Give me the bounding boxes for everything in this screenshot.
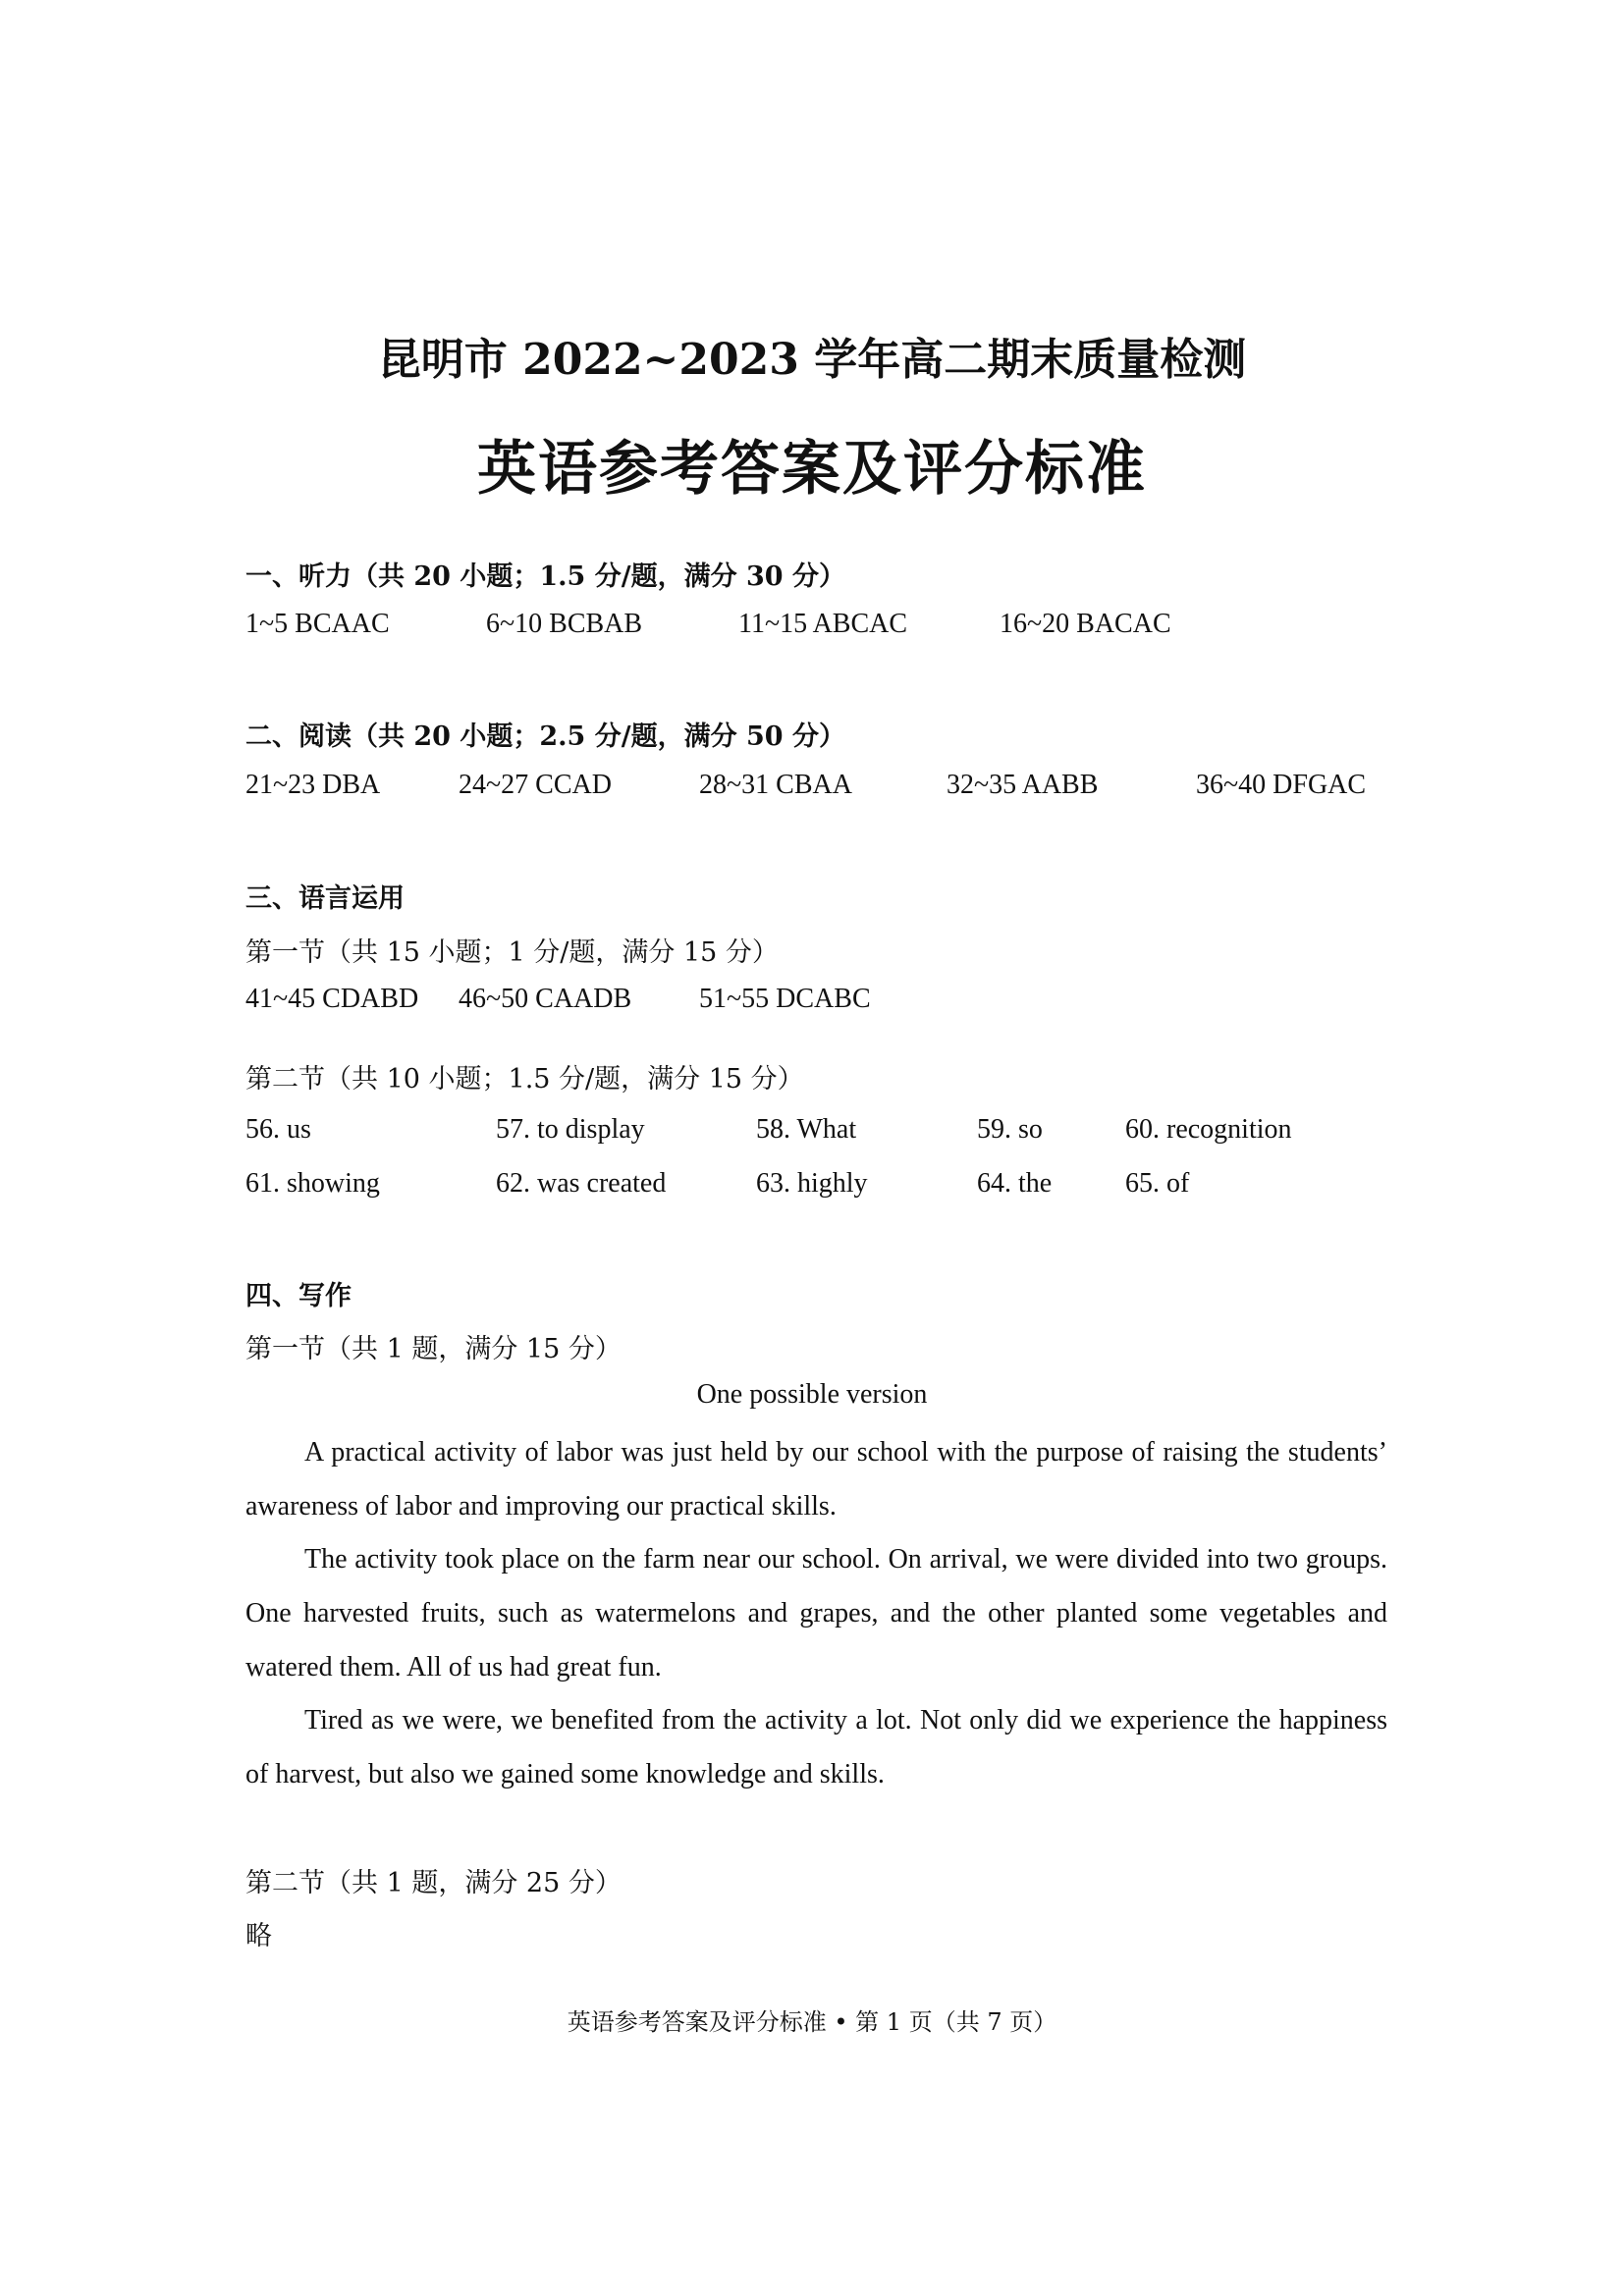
document-subtitle: 英语参考答案及评分标准 <box>477 435 1147 504</box>
section-language-heading: 三、语言运用 <box>245 883 405 914</box>
reading-answer: 24~27 CCAD <box>459 770 612 800</box>
language-part1-answer: 46~50 CAADB <box>459 984 632 1014</box>
section-listening-heading: 一、听力（共 20 小题；1.5 分/题，满分 30 分） <box>245 561 845 592</box>
listening-answer: 1~5 BCAAC <box>245 609 390 639</box>
language-part2-answer: 59. so <box>977 1114 1043 1145</box>
listening-answer: 11~15 ABCAC <box>738 609 908 639</box>
language-part2-answer: 62. was created <box>496 1168 667 1199</box>
essay-title: One possible version <box>696 1379 928 1410</box>
language-part2-answer: 58. What <box>756 1114 857 1145</box>
reading-answer: 32~35 AABB <box>947 770 1099 800</box>
language-part1-answer: 41~45 CDABD <box>245 984 419 1014</box>
language-part2-answer: 56. us <box>245 1114 311 1145</box>
essay-paragraph: Tired as we were, we benefited from the activity a lot. Not only did we experience the happiness of harvest, but also we gained some knowledge and skills. <box>245 1705 1387 1789</box>
section-writing-heading: 四、写作 <box>245 1281 352 1311</box>
language-part2-heading: 第二节（共 10 小题；1.5 分/题，满分 15 分） <box>245 1064 804 1095</box>
language-part2-answer: 65. of <box>1125 1168 1190 1199</box>
reading-answer: 28~31 CBAA <box>699 770 852 800</box>
writing-part2-content: 略 <box>245 1921 272 1951</box>
document-title: 昆明市 2022~2023 学年高二期末质量检测 <box>377 335 1247 385</box>
section-reading-heading: 二、阅读（共 20 小题；2.5 分/题，满分 50 分） <box>245 721 845 752</box>
language-part1-answer: 51~55 DCABC <box>699 984 871 1014</box>
reading-answer: 36~40 DFGAC <box>1196 770 1367 800</box>
language-part2-answer: 60. recognition <box>1125 1114 1292 1145</box>
listening-answer: 6~10 BCBAB <box>486 609 643 639</box>
writing-part1-heading: 第一节（共 1 题，满分 15 分） <box>245 1334 622 1364</box>
reading-answer: 21~23 DBA <box>245 770 381 800</box>
listening-answer: 16~20 BACAC <box>1000 609 1171 639</box>
essay-paragraph: The activity took place on the farm near our school. On arrival, we were divided into two groups. One harvested fruits, such as watermelons and grapes, and the other planted some vegetables and watered them. All of us had great fun. <box>245 1544 1387 1682</box>
page-footer: 英语参考答案及评分标准 • 第 1 页（共 7 页） <box>567 2008 1057 2036</box>
language-part2-answer: 63. highly <box>756 1168 868 1199</box>
language-part1-heading: 第一节（共 15 小题；1 分/题，满分 15 分） <box>245 937 779 968</box>
language-part2-answer: 61. showing <box>245 1168 380 1199</box>
essay-paragraph: A practical activity of labor was just held by our school with the purpose of raising the students’ awareness of labor and improving our practical skills. <box>245 1437 1387 1522</box>
writing-part2-heading: 第二节（共 1 题，满分 25 分） <box>245 1868 622 1898</box>
language-part2-answer: 57. to display <box>496 1114 645 1145</box>
language-part2-answer: 64. the <box>977 1168 1053 1199</box>
